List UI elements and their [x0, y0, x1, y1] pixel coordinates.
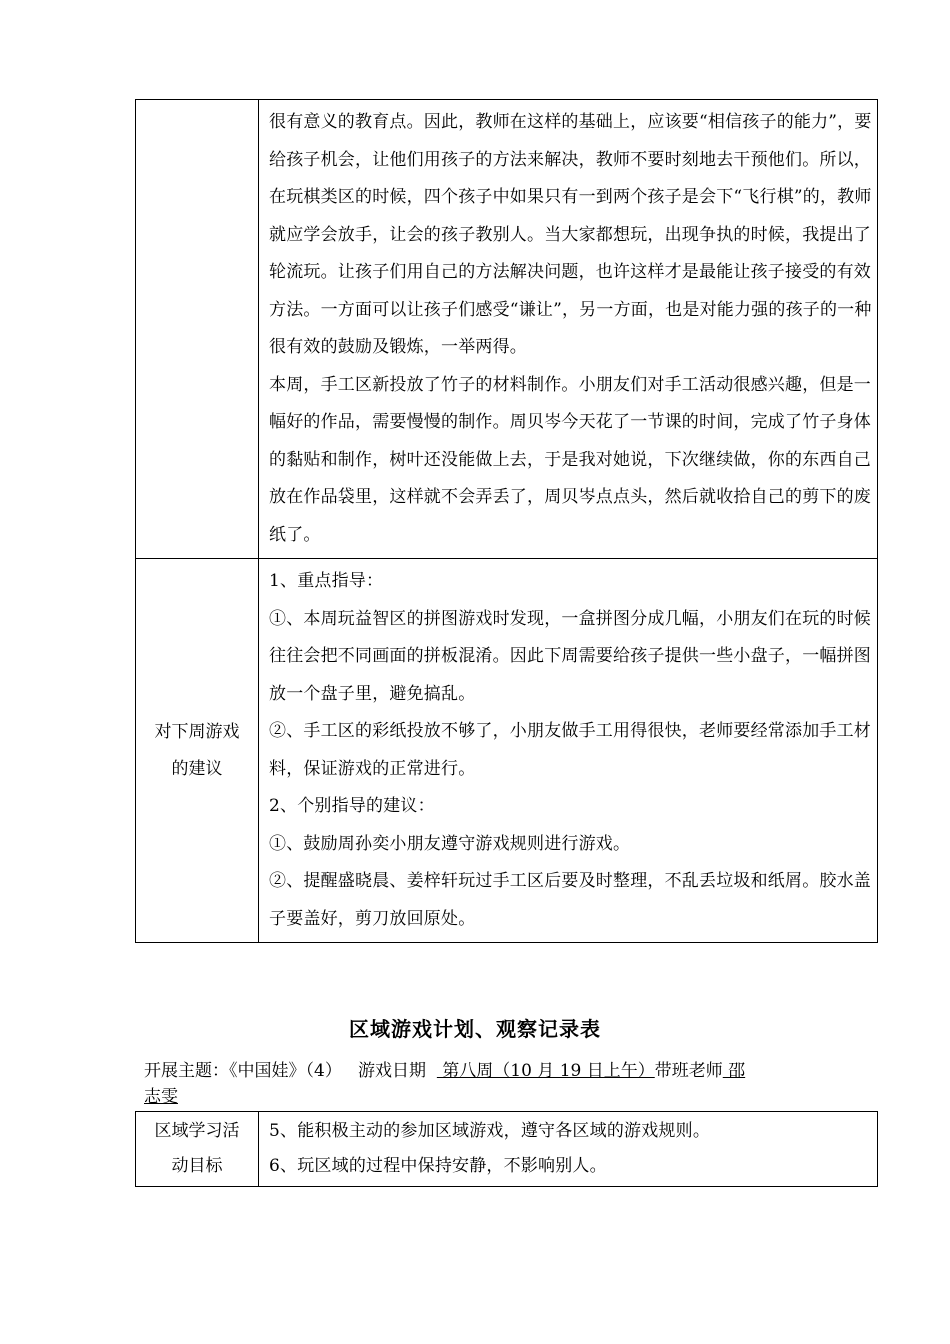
- info-line-1: [144, 1058, 844, 1084]
- info-line-2: [144, 1084, 844, 1110]
- label-line: 对下周游戏: [154, 721, 240, 742]
- paragraph: 6、玩区域的过程中保持安静，不影响别人。: [269, 1156, 607, 1176]
- paragraph: 2、个别指导的建议：: [269, 796, 435, 816]
- paragraph: 1、重点指导：: [269, 571, 384, 591]
- goals-content: [259, 1112, 878, 1187]
- paragraph: ②、提醒盛晓晨、姜梓轩玩过手工区后要及时整理，不乱丢垃圾和纸屑。胶水盖子要盖好，剪刀放回原处。: [269, 871, 871, 929]
- observation-table: [135, 99, 878, 943]
- section-title: 区域游戏计划、观察记录表: [349, 1017, 601, 1041]
- plan-info: [144, 1058, 844, 1110]
- label-line: 的建议: [171, 758, 223, 779]
- row-label-goals: [136, 1112, 259, 1187]
- suggestions-content: [259, 559, 878, 943]
- teacher-value: 邵: [722, 1061, 746, 1081]
- paragraph: ①、鼓励周孙奕小朋友遵守游戏规则进行游戏。: [269, 833, 631, 854]
- paragraph: ②、手工区的彩纸投放不够了，小朋友做手工用得很快，老师要经常添加手工材料，保证游戏的正常进行。: [269, 721, 871, 779]
- paragraph: ①、本周玩益智区的拼图游戏时发现，一盒拼图分成几幅，小朋友们在玩的时候往往会把不同画面的拼板混淆。因此下周需要给孩子提供一些小盘子，一幅拼图放一个盘子里，避免搞乱。: [269, 608, 871, 704]
- table-row: [136, 1112, 878, 1187]
- date-value: 第八周（10 月 19 日上午）: [436, 1061, 655, 1081]
- date-label: 游戏日期: [358, 1061, 427, 1081]
- teacher-label: 带班老师: [654, 1061, 723, 1081]
- plan-table: [135, 1111, 878, 1187]
- table-row: [136, 559, 878, 943]
- table-row: [136, 100, 878, 559]
- theme-label: 开展主题：《中国娃》（4）: [144, 1061, 342, 1081]
- teacher-value-cont: 志雯: [144, 1087, 178, 1107]
- observation-content: [259, 100, 878, 559]
- label-line: 动目标: [171, 1156, 223, 1176]
- row-label-empty: [136, 100, 259, 559]
- paragraph: 5、能积极主动的参加区域游戏，遵守各区域的游戏规则。: [269, 1121, 711, 1141]
- paragraph: 很有意义的教育点。因此，教师在这样的基础上，应该要“相信孩子的能力”，要给孩子机会，让他们用孩子的方法来解决，教师不要时刻地去干预他们。所以，在玩棋类区的时候，四个孩子中如果只有一到两个孩子是会下“飞行棋”的，教师就应学会放手，让会的孩子教别人。当大家都想玩，出现争执的时候，我提出了轮流玩。让孩子们用自己的方法解决问题，也许这样才是最能让孩子接受的有效方法。一方面可以让孩子们感受“谦让”，另一方面，也是对能力强的孩子的一种很有效的鼓励及锻炼，一举两得。: [269, 112, 872, 357]
- paragraph: 本周，手工区新投放了竹子的材料制作。小朋友们对手工活动很感兴趣，但是一幅好的作品，需要慢慢的制作。周贝岑今天花了一节课的时间，完成了竹子身体的黏贴和制作，树叶还没能做上去，于是我对她说，下次继续做，你的东西自己放在作品袋里，这样就不会弄丢了，周贝岑点点头，然后就收拾自己的剪下的废纸了。: [269, 374, 871, 545]
- label-line: 区域学习活: [154, 1121, 240, 1141]
- row-label-suggestions: [136, 559, 259, 943]
